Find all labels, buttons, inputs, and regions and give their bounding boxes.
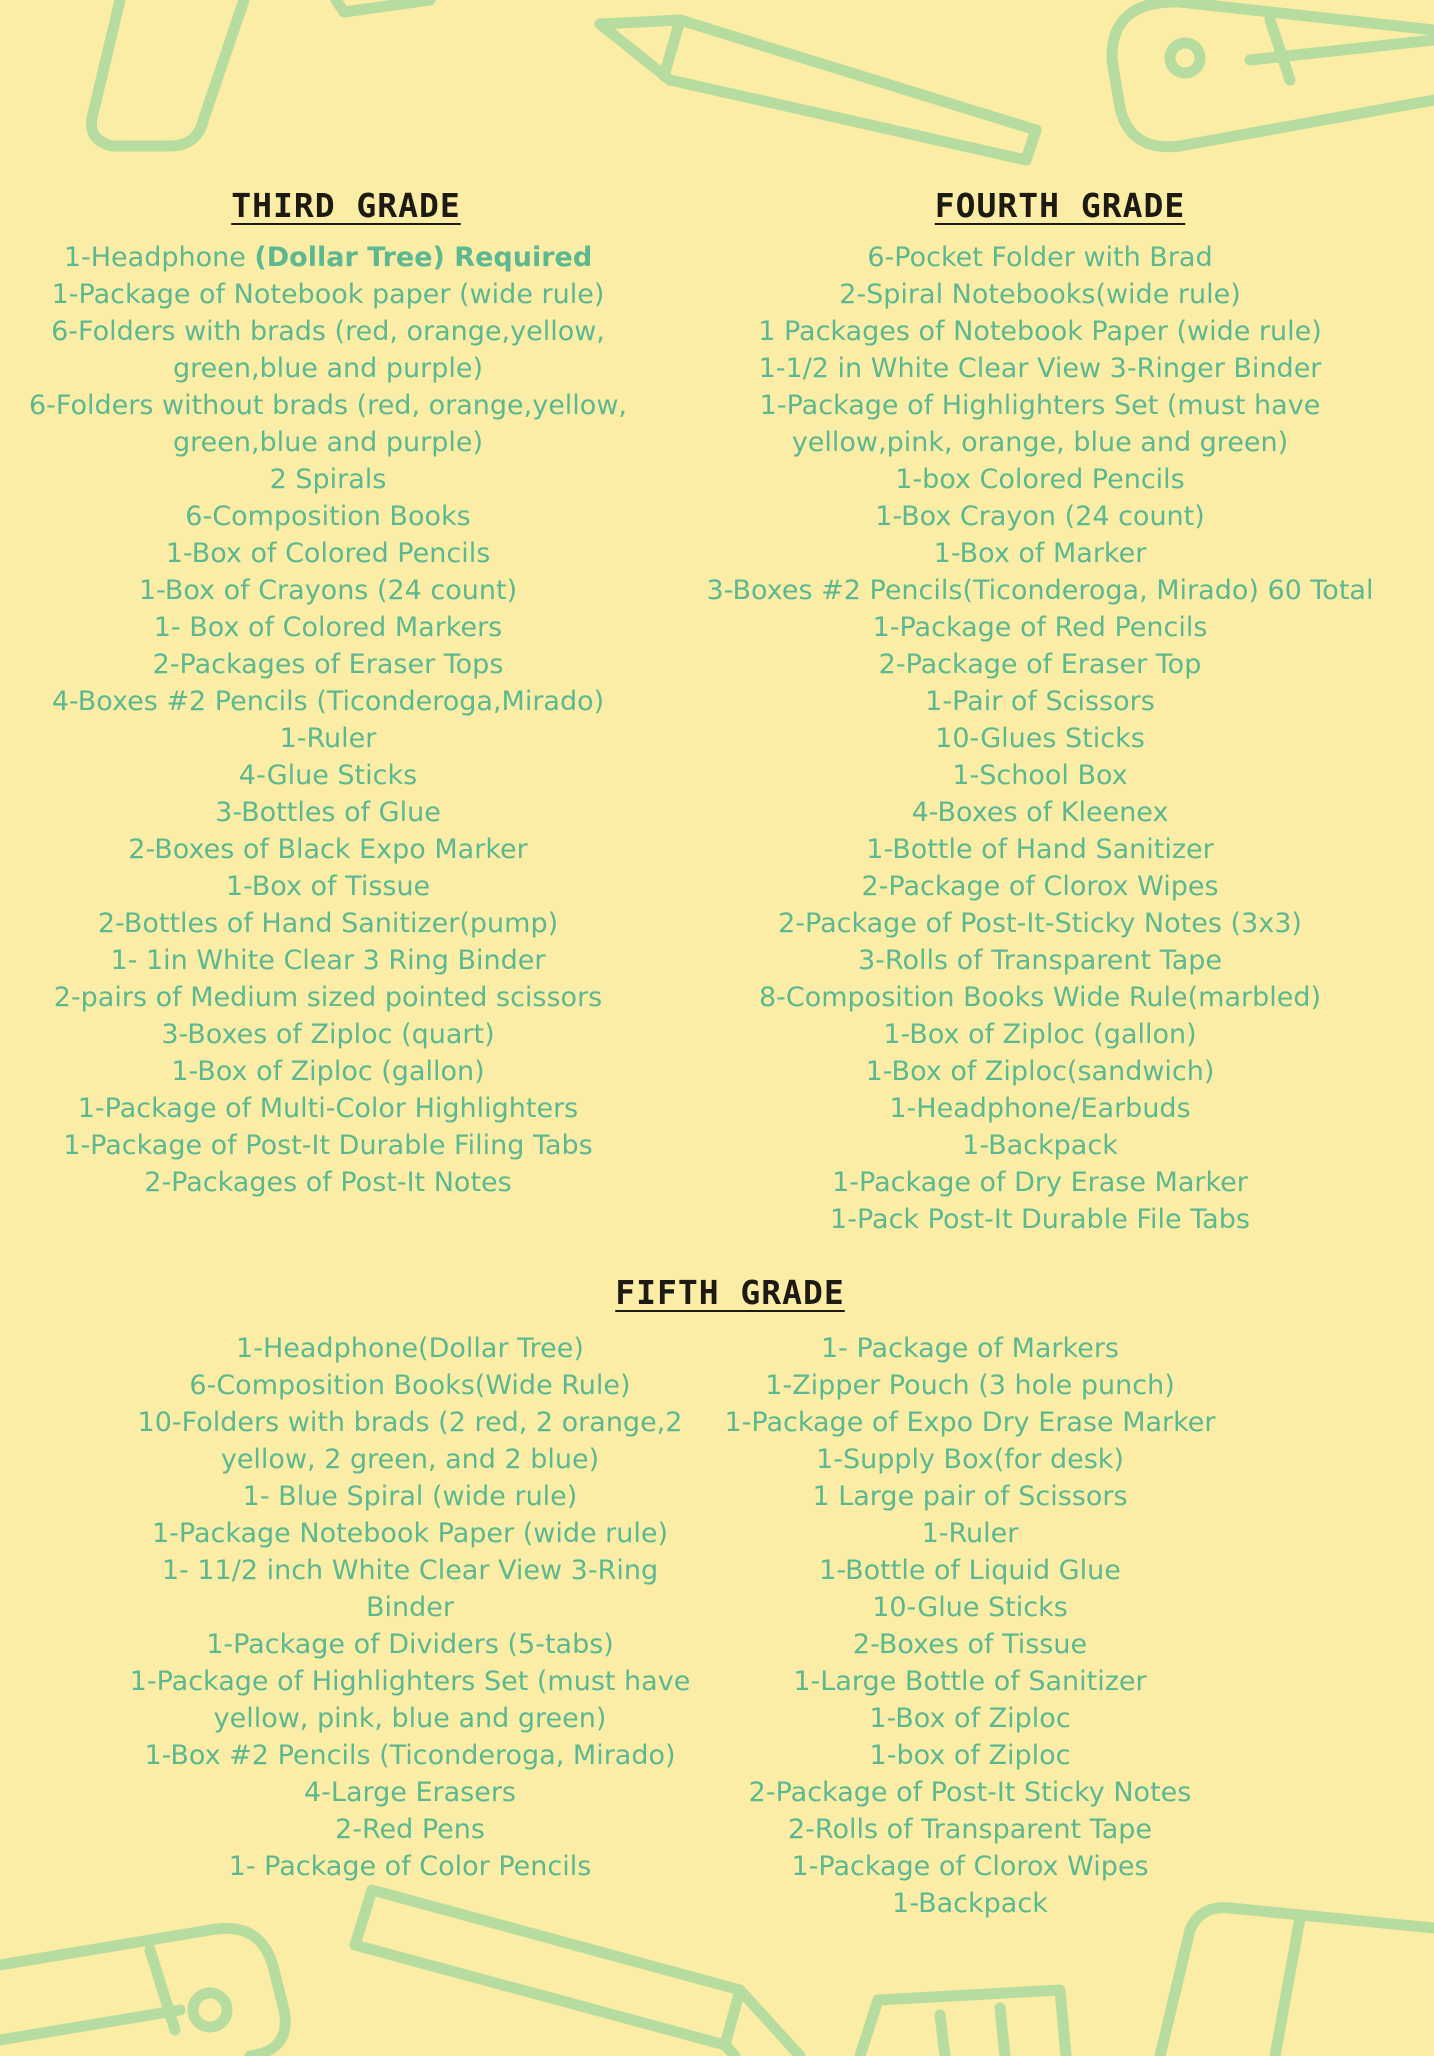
list-item: 1-Headphone/Earbuds <box>889 1093 1191 1124</box>
list-item: 1-1/2 in White Clear View 3-Ringer Binder <box>758 353 1322 384</box>
list-item: 1-Headphone(Dollar Tree) <box>236 1333 584 1364</box>
list-item: 3-Boxes of Ziploc (quart) <box>161 1019 495 1050</box>
list-item: 2-Package of Clorox Wipes <box>861 871 1219 902</box>
list-item: 1-Backpack <box>962 1130 1118 1161</box>
list-item: 1-Box of Crayons (24 count) <box>138 575 518 606</box>
list-item: 2-Red Pens <box>335 1814 485 1845</box>
list-item: 1-Package of Multi-Color Highlighters <box>77 1093 579 1124</box>
list-item: 2-Boxes of Tissue <box>852 1629 1088 1660</box>
list-item: 1-Bottle of Liquid Glue <box>819 1555 1121 1586</box>
list-item: 6-Pocket Folder with Brad <box>867 242 1213 273</box>
eraser-icon <box>860 1990 1066 2056</box>
item-text: 1-Headphone <box>63 242 255 273</box>
list-item: 1-Ruler <box>279 723 377 754</box>
list-item: 3-Boxes #2 Pencils(Ticonderoga, Mirado) 60 Total <box>706 575 1374 606</box>
list-item: 1- 1in White Clear 3 Ring Binder <box>110 945 546 976</box>
list-item: 6-Composition Books <box>185 501 471 532</box>
list-item: 1- Blue Spiral (wide rule) <box>242 1481 578 1512</box>
list-item: 1-Pair of Scissors <box>925 686 1155 717</box>
third-grade-title: THIRD GRADE <box>231 186 461 225</box>
item-emphasis: (Dollar Tree) Required <box>254 242 593 273</box>
list-item: 1-Box #2 Pencils (Ticonderoga, Mirado) <box>144 1740 676 1771</box>
list-item: 1-Supply Box(for desk) <box>816 1444 1124 1475</box>
third-grade-list <box>18 239 638 1201</box>
list-item: 1- Package of Color Pencils <box>228 1851 592 1882</box>
list-item: 2-pairs of Medium sized pointed scissors <box>53 982 603 1013</box>
list-item: 1-Box of Ziploc <box>869 1703 1071 1734</box>
list-item: 10-Folders with brads (2 red, 2 orange,2 yellow, 2 green, and 2 blue) <box>137 1407 683 1475</box>
list-item: 1-Zipper Pouch (3 hole punch) <box>765 1370 1175 1401</box>
list-item: 2-Rolls of Transparent Tape <box>788 1814 1152 1845</box>
list-item: 6-Folders with brads (red, orange,yellow, green,blue and purple) <box>51 316 605 384</box>
list-item: 3-Bottles of Glue <box>215 797 441 828</box>
list-item: 1-Box Crayon (24 count) <box>875 501 1205 532</box>
list-item: 2-Package of Eraser Top <box>878 649 1202 680</box>
list-item: 1-Package of Notebook paper (wide rule) <box>51 279 605 310</box>
list-item: 1- Package of Markers <box>820 1333 1119 1364</box>
list-item: 1-Package of Post-It Durable Filing Tabs <box>63 1130 593 1161</box>
fourth-grade-list <box>690 239 1390 1238</box>
list-item: 10-Glues Sticks <box>935 723 1145 754</box>
list-item: 1-Box of Ziploc (gallon) <box>883 1019 1197 1050</box>
list-item: 1 Packages of Notebook Paper (wide rule) <box>758 316 1322 347</box>
list-item: 6-Composition Books(Wide Rule) <box>189 1370 631 1401</box>
list-item: 1-Package of Clorox Wipes <box>791 1851 1149 1882</box>
list-item: 1-Box of Tissue <box>225 871 431 902</box>
list-item: 1-Package of Dividers (5-tabs) <box>206 1629 614 1660</box>
list-item: 1-box Colored Pencils <box>895 464 1185 495</box>
box-cutter-icon <box>0 1928 285 2056</box>
pencil-icon <box>600 20 1036 160</box>
list-item: 1-box of Ziploc <box>869 1740 1071 1771</box>
list-item: 1-Package of Expo Dry Erase Marker <box>724 1407 1216 1438</box>
list-item: 2-Spiral Notebooks(wide rule) <box>839 279 1241 310</box>
eraser-icon <box>1160 1908 1434 2056</box>
list-item: 2 Spirals <box>269 464 387 495</box>
list-item: 2-Packages of Eraser Tops <box>152 649 504 680</box>
list-item: 2-Package of Post-It Sticky Notes <box>748 1777 1192 1808</box>
list-item: 1-Ruler <box>921 1518 1019 1549</box>
list-item: 1-Backpack <box>892 1888 1048 1919</box>
list-item: 3-Rolls of Transparent Tape <box>858 945 1222 976</box>
list-item: 1-Package of Dry Erase Marker <box>832 1167 1248 1198</box>
list-item: 4-Glue Sticks <box>238 760 418 791</box>
list-item: 1-Package of Highlighters Set (must have yellow,pink, orange, blue and green) <box>759 390 1321 458</box>
list-item: 4-Boxes #2 Pencils (Ticonderoga,Mirado) <box>51 686 605 717</box>
list-item: 1- Box of Colored Markers <box>153 612 503 643</box>
list-item <box>18 239 638 276</box>
box-cutter-icon <box>1112 2 1434 147</box>
list-item: 1-Package of Red Pencils <box>872 612 1208 643</box>
list-item: 1-Box of Colored Pencils <box>165 538 491 569</box>
list-item: 1 Large pair of Scissors <box>812 1481 1128 1512</box>
list-item: 2-Boxes of Black Expo Marker <box>128 834 528 865</box>
list-item: 1- 11/2 inch White Clear View 3-Ring Binder <box>161 1555 659 1623</box>
list-item: 4-Large Erasers <box>303 1777 517 1808</box>
list-item: 1-Box of Ziploc (gallon) <box>171 1056 485 1087</box>
list-item: 1-School Box <box>952 760 1128 791</box>
list-item: 4-Boxes of Kleenex <box>911 797 1169 828</box>
fifth-grade-right-list <box>700 1330 1240 1922</box>
fourth-grade-title: FOURTH GRADE <box>934 186 1186 225</box>
list-item: 1-Large Bottle of Sanitizer <box>793 1666 1147 1697</box>
fifth-grade-left-list <box>125 1330 695 1885</box>
list-item: 1-Pack Post-It Durable File Tabs <box>830 1204 1250 1235</box>
list-item: 6-Folders without brads (red, orange,yellow, green,blue and purple) <box>28 390 627 458</box>
list-item: 1-Bottle of Hand Sanitizer <box>866 834 1214 865</box>
list-item: 2-Package of Post-It-Sticky Notes (3x3) <box>778 908 1302 939</box>
list-item: 2-Bottles of Hand Sanitizer(pump) <box>97 908 559 939</box>
eraser-icon <box>91 0 430 146</box>
list-item: 1-Box of Ziploc(sandwich) <box>865 1056 1215 1087</box>
list-item: 1-Box of Marker <box>933 538 1147 569</box>
list-item: 1-Package of Highlighters Set (must have yellow, pink, blue and green) <box>129 1666 691 1734</box>
list-item: 2-Packages of Post-It Notes <box>144 1167 512 1198</box>
list-item: 10-Glue Sticks <box>872 1592 1068 1623</box>
fifth-grade-title: FIFTH GRADE <box>615 1273 845 1312</box>
list-item: 1-Package Notebook Paper (wide rule) <box>151 1518 669 1549</box>
list-item: 8-Composition Books Wide Rule(marbled) <box>758 982 1322 1013</box>
